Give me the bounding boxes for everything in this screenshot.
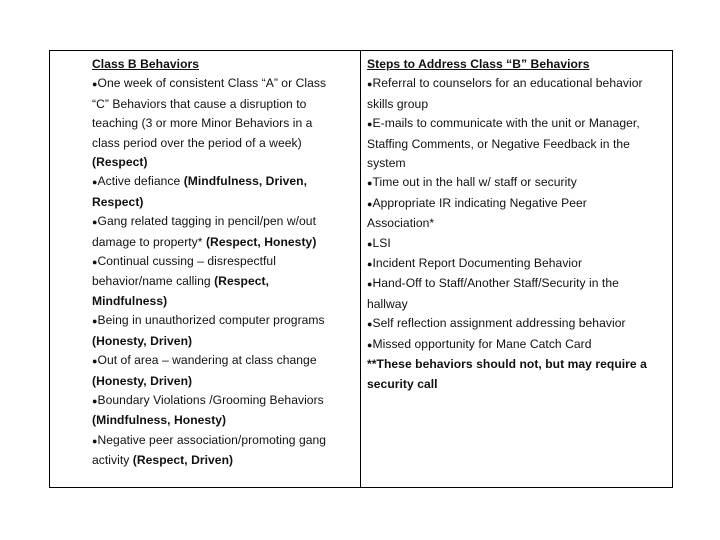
bullet-icon: ●: [92, 356, 98, 367]
list-item-cont: activity (Respect, Driven): [92, 453, 234, 468]
list-item-cont: Association*: [367, 216, 435, 231]
list-item: ●One week of consistent Class “A” or Class: [92, 76, 327, 91]
value-tag: Respect): [92, 194, 144, 209]
list-item-cont: skills group: [367, 96, 429, 111]
list-item: ●LSI: [367, 235, 391, 250]
list-item-cont: system: [367, 156, 406, 171]
list-item: ●Referral to counselors for an educational behavior: [367, 76, 643, 91]
steps-column: [361, 51, 672, 487]
bullet-icon: ●: [92, 395, 98, 406]
list-item: ●Time out in the hall w/ staff or security: [367, 175, 577, 190]
list-item: ●Appropriate IR indicating Negative Peer: [367, 195, 587, 210]
note-cont: security call: [367, 376, 438, 391]
bullet-icon: ●: [92, 177, 98, 188]
list-item-cont: “C” Behaviors that cause a disruption to: [92, 96, 307, 111]
bullet-icon: ●: [367, 119, 373, 130]
list-item-cont: teaching (3 or more Minor Behaviors in a: [92, 116, 313, 131]
value-tag: (Honesty, Driven): [92, 333, 193, 348]
list-item-cont: hallway: [367, 296, 408, 311]
note: **These behaviors should not, but may require a: [367, 357, 647, 372]
list-item: ●E-mails to communicate with the unit or Manager,: [367, 116, 640, 131]
list-item: ●Continual cussing – disrespectful: [92, 254, 276, 269]
list-item-cont: class period over the period of a week): [92, 135, 302, 150]
list-item: ●Boundary Violations /Grooming Behaviors: [92, 392, 324, 407]
list-item-cont: Staffing Comments, or Negative Feedback in the: [367, 136, 630, 151]
bullet-icon: ●: [92, 217, 98, 228]
bullet-icon: ●: [92, 257, 98, 268]
bullet-icon: ●: [367, 238, 373, 249]
bullet-icon: ●: [367, 198, 373, 209]
bullet-icon: ●: [367, 259, 373, 270]
bullet-icon: ●: [367, 339, 373, 350]
list-item: ●Self reflection assignment addressing behavior: [367, 316, 626, 331]
list-item: ●Incident Report Documenting Behavior: [367, 256, 583, 271]
list-item: ●Hand-Off to Staff/Another Staff/Security in the: [367, 276, 619, 291]
list-item: ●Being in unauthorized computer programs: [92, 313, 325, 328]
list-item: ●Negative peer association/promoting gang: [92, 432, 327, 447]
list-item-cont: damage to property* (Respect, Honesty): [92, 234, 317, 249]
list-item: ●Missed opportunity for Mane Catch Card: [367, 336, 592, 351]
behavior-table: [49, 50, 673, 488]
column-heading: Class B Behaviors: [92, 57, 200, 71]
value-tag: Mindfulness): [92, 293, 168, 308]
value-tag: (Mindfulness, Honesty): [92, 413, 227, 428]
bullet-icon: ●: [367, 178, 373, 189]
bullet-icon: ●: [92, 79, 98, 90]
list-item: ●Active defiance (Mindfulness, Driven,: [92, 174, 308, 189]
bullet-icon: ●: [367, 279, 373, 290]
class-b-behaviors-column: [50, 51, 361, 487]
column-heading: Steps to Address Class “B” Behaviors: [367, 57, 590, 71]
list-item: ●Gang related tagging in pencil/pen w/out: [92, 214, 316, 229]
bullet-icon: ●: [92, 316, 98, 327]
value-tag: (Honesty, Driven): [92, 373, 193, 388]
list-item: ●Out of area – wandering at class change: [92, 353, 317, 368]
bullet-icon: ●: [92, 435, 98, 446]
bullet-icon: ●: [367, 79, 373, 90]
value-tag: (Respect): [92, 155, 148, 170]
bullet-icon: ●: [367, 319, 373, 330]
list-item-cont: behavior/name calling (Respect,: [92, 274, 269, 289]
